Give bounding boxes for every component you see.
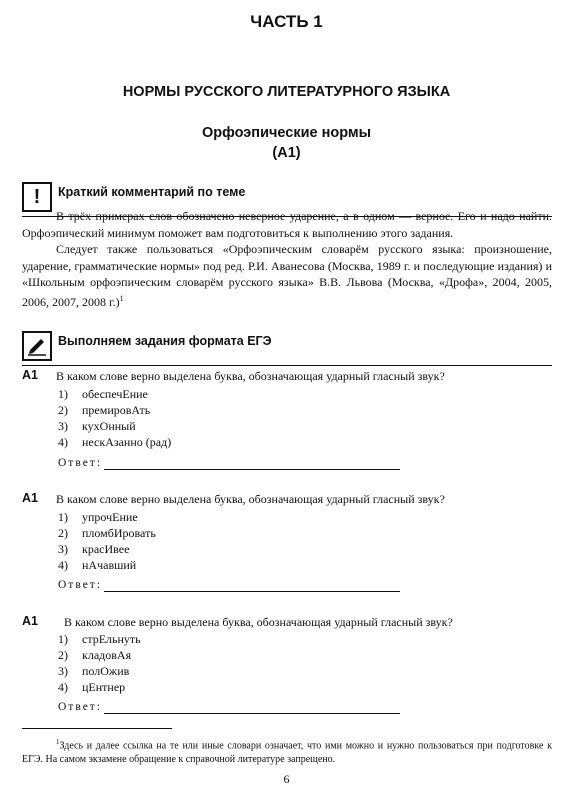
subtitle-topic: Орфоэпические нормы [202, 125, 371, 141]
answer-field[interactable] [104, 591, 400, 592]
footnote-reference: 1 [119, 293, 124, 303]
pencil-icon [22, 331, 52, 361]
option-3: 3) красИвее [58, 542, 130, 556]
tasks-section-label: Выполняем задания формата ЕГЭ [58, 334, 272, 348]
question-number: А1 [22, 614, 38, 628]
footnote [22, 735, 552, 767]
answer-field[interactable] [104, 713, 400, 714]
answer-label: Ответ: [58, 701, 103, 713]
option-4: 4) нАчавший [58, 558, 137, 572]
answer-label: Ответ: [58, 457, 103, 469]
question-text: В каком слове верно выделена буква, обозначающая ударный гласный звук? [56, 369, 445, 383]
answer-field[interactable] [104, 469, 400, 470]
subtitle [0, 123, 573, 163]
part-title: ЧАСТЬ 1 [250, 12, 323, 31]
comment-paragraph-1: В трёх примерах слов обозначено неверное ударение, а в одном — верное. Его и надо найти. Орфоэпический минимум поможет вам подготовиться к выполнению этого задания. [22, 209, 552, 240]
option-1: 1) обеспечЕние [58, 387, 148, 401]
subtitle-task-code: (А1) [272, 145, 301, 161]
comment-section-label: Краткий комментарий по теме [58, 185, 246, 199]
option-2: 2) кладовАя [58, 648, 132, 662]
footnote-mark: 1 [56, 738, 60, 746]
option-1: 1) стрЕльнуть [58, 632, 141, 646]
main-title: НОРМЫ РУССКОГО ЛИТЕРАТУРНОГО ЯЗЫКА [122, 84, 451, 100]
page-number: 6 [283, 772, 290, 786]
option-3: 3) полОжив [58, 664, 130, 678]
footnote-divider [22, 728, 172, 729]
option-2: 2) пломбИровать [58, 526, 156, 540]
option-2: 2) премировАть [58, 403, 151, 417]
question-number: А1 [22, 368, 38, 382]
option-4: 4) нескАзанно (рад) [58, 435, 172, 449]
question-text: В каком слове верно выделена буква, обозначающая ударный гласный звук? [56, 492, 445, 506]
exclamation-icon: ! [22, 182, 52, 212]
footnote-text: Здесь и далее ссылка на те или иные словари означает, что ими можно и нужно пользоваться при подготовке к ЕГЭ. На самом экзамене обращение к справочной литературе запрещено. [22, 740, 552, 766]
option-1: 1) упрочЕние [58, 510, 138, 524]
comment-paragraph-2: Следует также пользоваться «Орфоэпическим словарём русского языка: произношение, ударение, грамматические нормы» под ред. Р.И. Аванесова (Москва, 1989 г. и последующие издания) и «Школьным орфоэпическим словарём русского языка» В.В. Львова (Москва, «Дрофа», 2004, 2005, 2006, 2007, 2008 г.)$^1$ [22, 242, 552, 309]
question-number: А1 [22, 491, 38, 505]
tasks-section-header [22, 331, 552, 366]
option-4: 4) цЕнтнер [58, 680, 126, 694]
option-3: 3) кухОнный [58, 419, 136, 433]
answer-label: Ответ: [58, 579, 103, 591]
question-text: В каком слове верно выделена буква, обозначающая ударный гласный звук? [64, 615, 453, 629]
